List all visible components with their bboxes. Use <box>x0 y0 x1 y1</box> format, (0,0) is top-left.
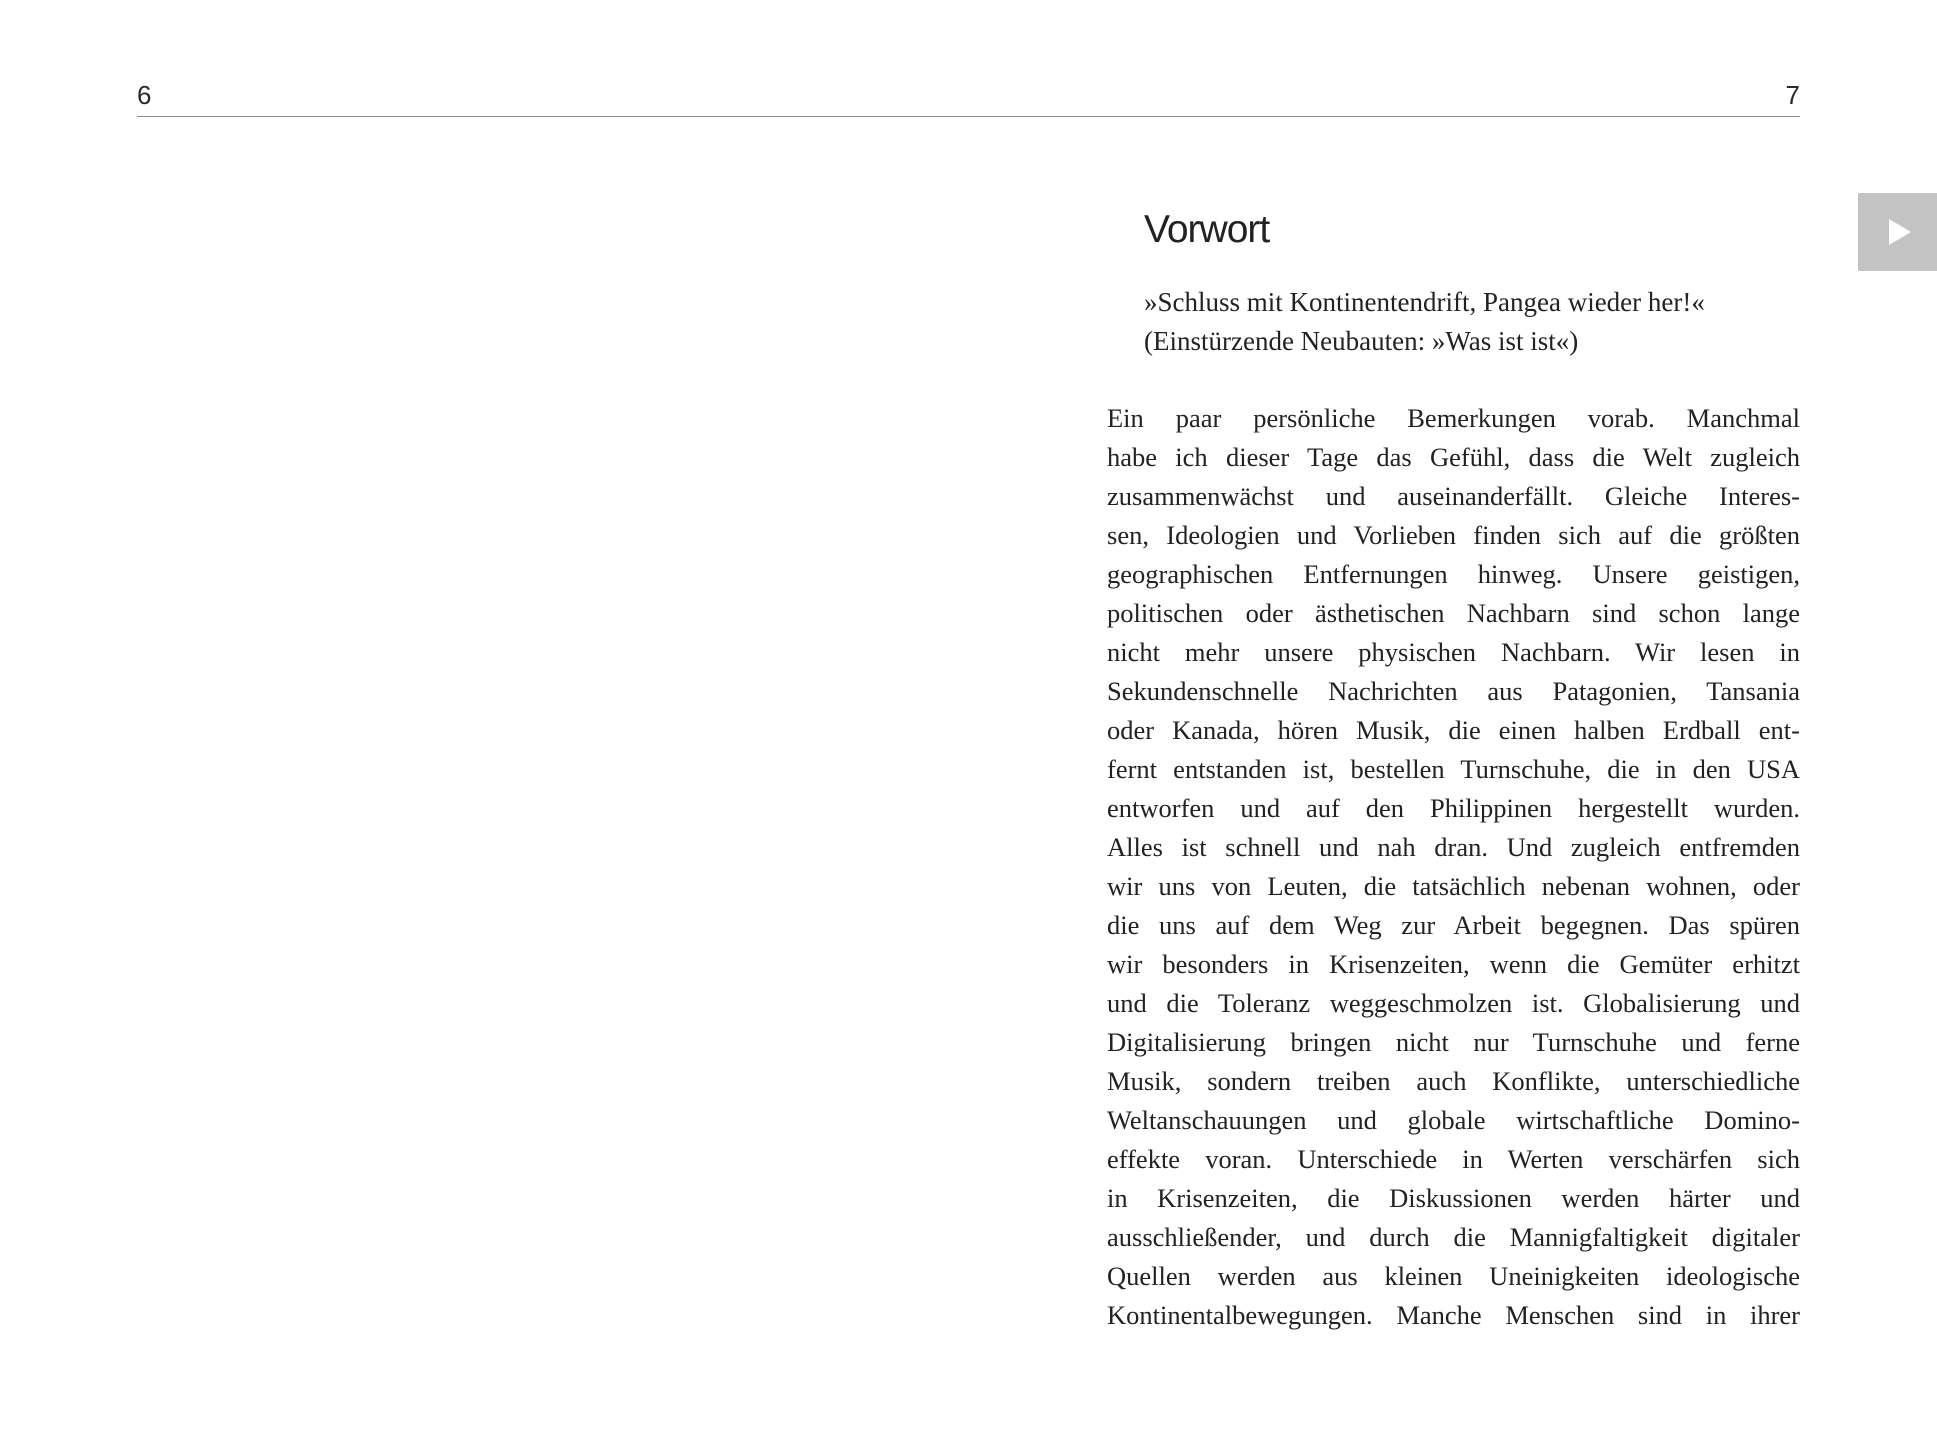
body-line: Musik, sondern treiben auch Konflikte, unterschiedliche <box>1107 1066 1800 1096</box>
body-line: in Krisenzeiten, die Diskussionen werden härter und <box>1107 1183 1800 1213</box>
epigraph <box>1144 283 1784 361</box>
body-line: und die Toleranz weggeschmolzen ist. Globalisierung und <box>1107 988 1800 1018</box>
body-line: die uns auf dem Weg zur Arbeit begegnen. Das spüren <box>1107 910 1800 940</box>
right-page-number: 7 <box>1785 80 1800 110</box>
left-page-number: 6 <box>137 80 152 110</box>
body-line: sen, Ideologien und Vorlieben finden sich auf die größten <box>1107 520 1800 550</box>
body-line: geographischen Entfernungen hinweg. Unsere geistigen, <box>1107 559 1800 589</box>
body-line: fernt entstanden ist, bestellen Turnschuhe, die in den USA <box>1107 754 1800 784</box>
body-line: Alles ist schnell und nah dran. Und zugleich entfremden <box>1107 832 1800 862</box>
body-text <box>1107 399 1800 1335</box>
header-divider <box>137 116 1800 117</box>
body-line: Kontinentalbewegungen. Manche Menschen sind in ihrer <box>1107 1300 1800 1330</box>
body-line: ausschließender, und durch die Mannigfaltigkeit digitaler <box>1107 1222 1800 1252</box>
epigraph-source: (Einstürzende Neubauten: »Was ist ist«) <box>1144 326 1579 356</box>
body-line: Digitalisierung bringen nicht nur Turnschuhe und ferne <box>1107 1027 1800 1057</box>
body-line: Ein paar persönliche Bemerkungen vorab. Manchmal <box>1107 403 1800 433</box>
body-line: wir uns von Leuten, die tatsächlich nebenan wohnen, oder <box>1107 871 1800 901</box>
chapter-title: Vorwort <box>1144 208 1270 251</box>
body-line: zusammenwächst und auseinanderfällt. Gleiche Interes- <box>1107 481 1800 511</box>
play-icon <box>1889 219 1911 245</box>
body-line: Sekundenschnelle Nachrichten aus Patagonien, Tansania <box>1107 676 1800 706</box>
epigraph-quote: »Schluss mit Kontinentendrift, Pangea wieder her!« <box>1144 287 1705 317</box>
body-line: politischen oder ästhetischen Nachbarn sind schon lange <box>1107 598 1800 628</box>
body-line: effekte voran. Unterschiede in Werten verschärfen sich <box>1107 1144 1800 1174</box>
body-line: Weltanschauungen und globale wirtschaftliche Domino- <box>1107 1105 1800 1135</box>
body-line: nicht mehr unsere physischen Nachbarn. Wir lesen in <box>1107 637 1800 667</box>
body-line: wir besonders in Krisenzeiten, wenn die Gemüter erhitzt <box>1107 949 1800 979</box>
body-line: oder Kanada, hören Musik, die einen halben Erdball ent- <box>1107 715 1800 745</box>
next-page-button[interactable] <box>1858 193 1937 271</box>
body-line: Quellen werden aus kleinen Uneinigkeiten ideologische <box>1107 1261 1800 1291</box>
body-line: entworfen und auf den Philippinen hergestellt wurden. <box>1107 793 1800 823</box>
body-line: habe ich dieser Tage das Gefühl, dass die Welt zugleich <box>1107 442 1800 472</box>
